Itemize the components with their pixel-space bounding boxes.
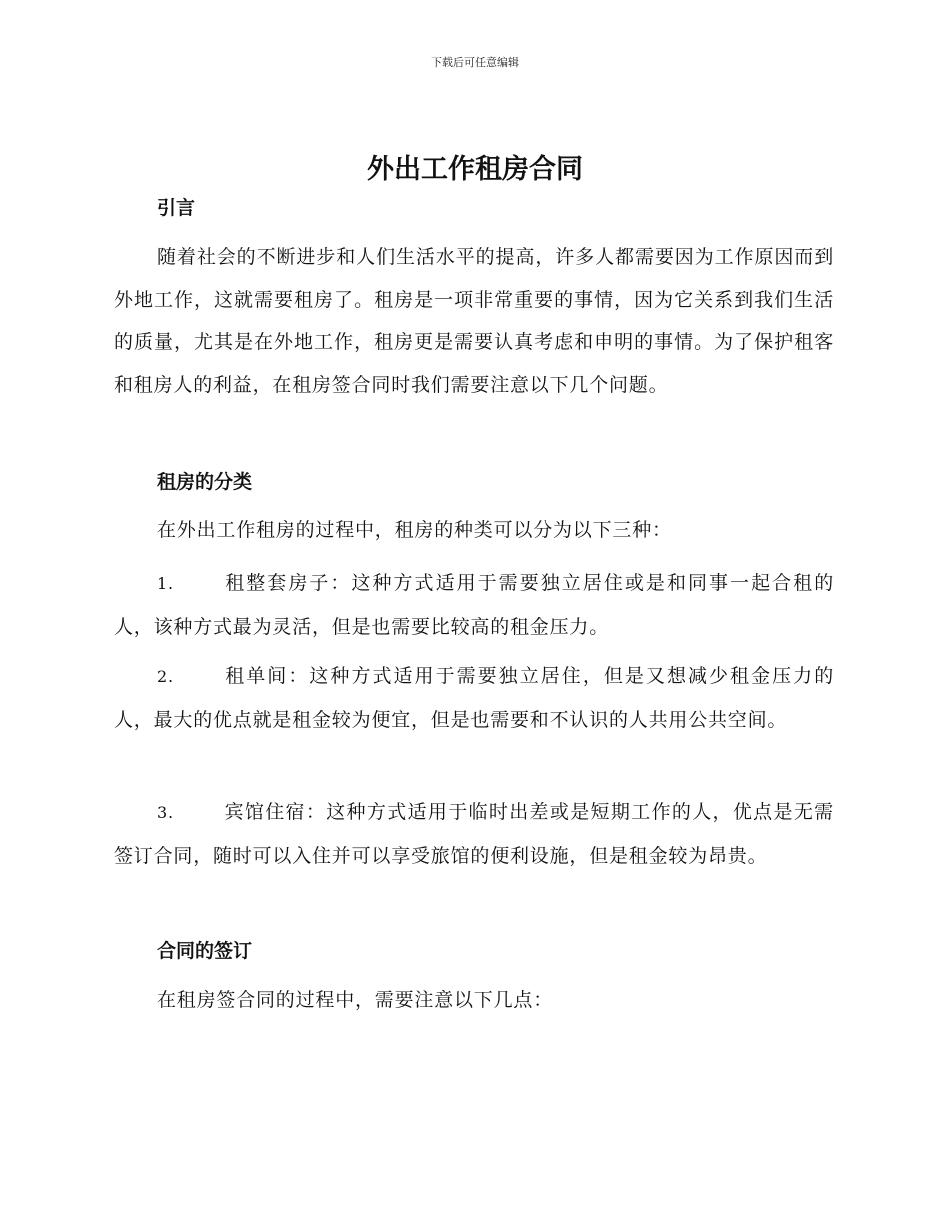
section-heading-intro: 引言: [157, 197, 196, 219]
list-item-text: 租单间：这种方式适用于需要独立居住，但是又想减少租金压力的人，最大的优点就是租金较为便宜，但是也需要和不认识的人共用公共空间。: [114, 665, 834, 731]
signing-intro-paragraph: 在租房签合同的过程中，需要注意以下几点：: [157, 989, 554, 1011]
list-item-text: 宾馆住宿：这种方式适用于临时出差或是短期工作的人，优点是无需签订合同，随时可以入住并可以享受旅馆的便利设施，但是租金较为昂贵。: [114, 801, 834, 867]
types-intro-paragraph: 在外出工作租房的过程中，租房的种类可以分为以下三种：: [157, 519, 672, 541]
section-heading-signing: 合同的签订: [157, 940, 253, 962]
section-heading-types: 租房的分类: [157, 471, 253, 493]
list-item-number: 3.: [157, 803, 174, 822]
document-title: 外出工作租房合同: [367, 154, 583, 185]
list-item-number: 2.: [157, 667, 174, 686]
list-item: [114, 562, 834, 648]
intro-paragraph: 随着社会的不断进步和人们生活水平的提高，许多人都需要因为工作原因而到外地工作，这就需要租房了。租房是一项非常重要的事情，因为它关系到我们生活的质量，尤其是在外地工作，租房更是需要认真考虑和申明的事情。为了保护租客和租房人的利益，在租房签合同时我们需要注意以下几个问题。: [114, 246, 834, 396]
list-item: [114, 791, 834, 877]
list-item-number: 1.: [157, 574, 174, 593]
header-note: 下载后可任意编辑: [431, 56, 519, 69]
list-item: [114, 655, 834, 741]
list-item-text: 租整套房子：这种方式适用于需要独立居住或是和同事一起合租的人，该种方式最为灵活，但是也需要比较高的租金压力。: [114, 572, 834, 638]
